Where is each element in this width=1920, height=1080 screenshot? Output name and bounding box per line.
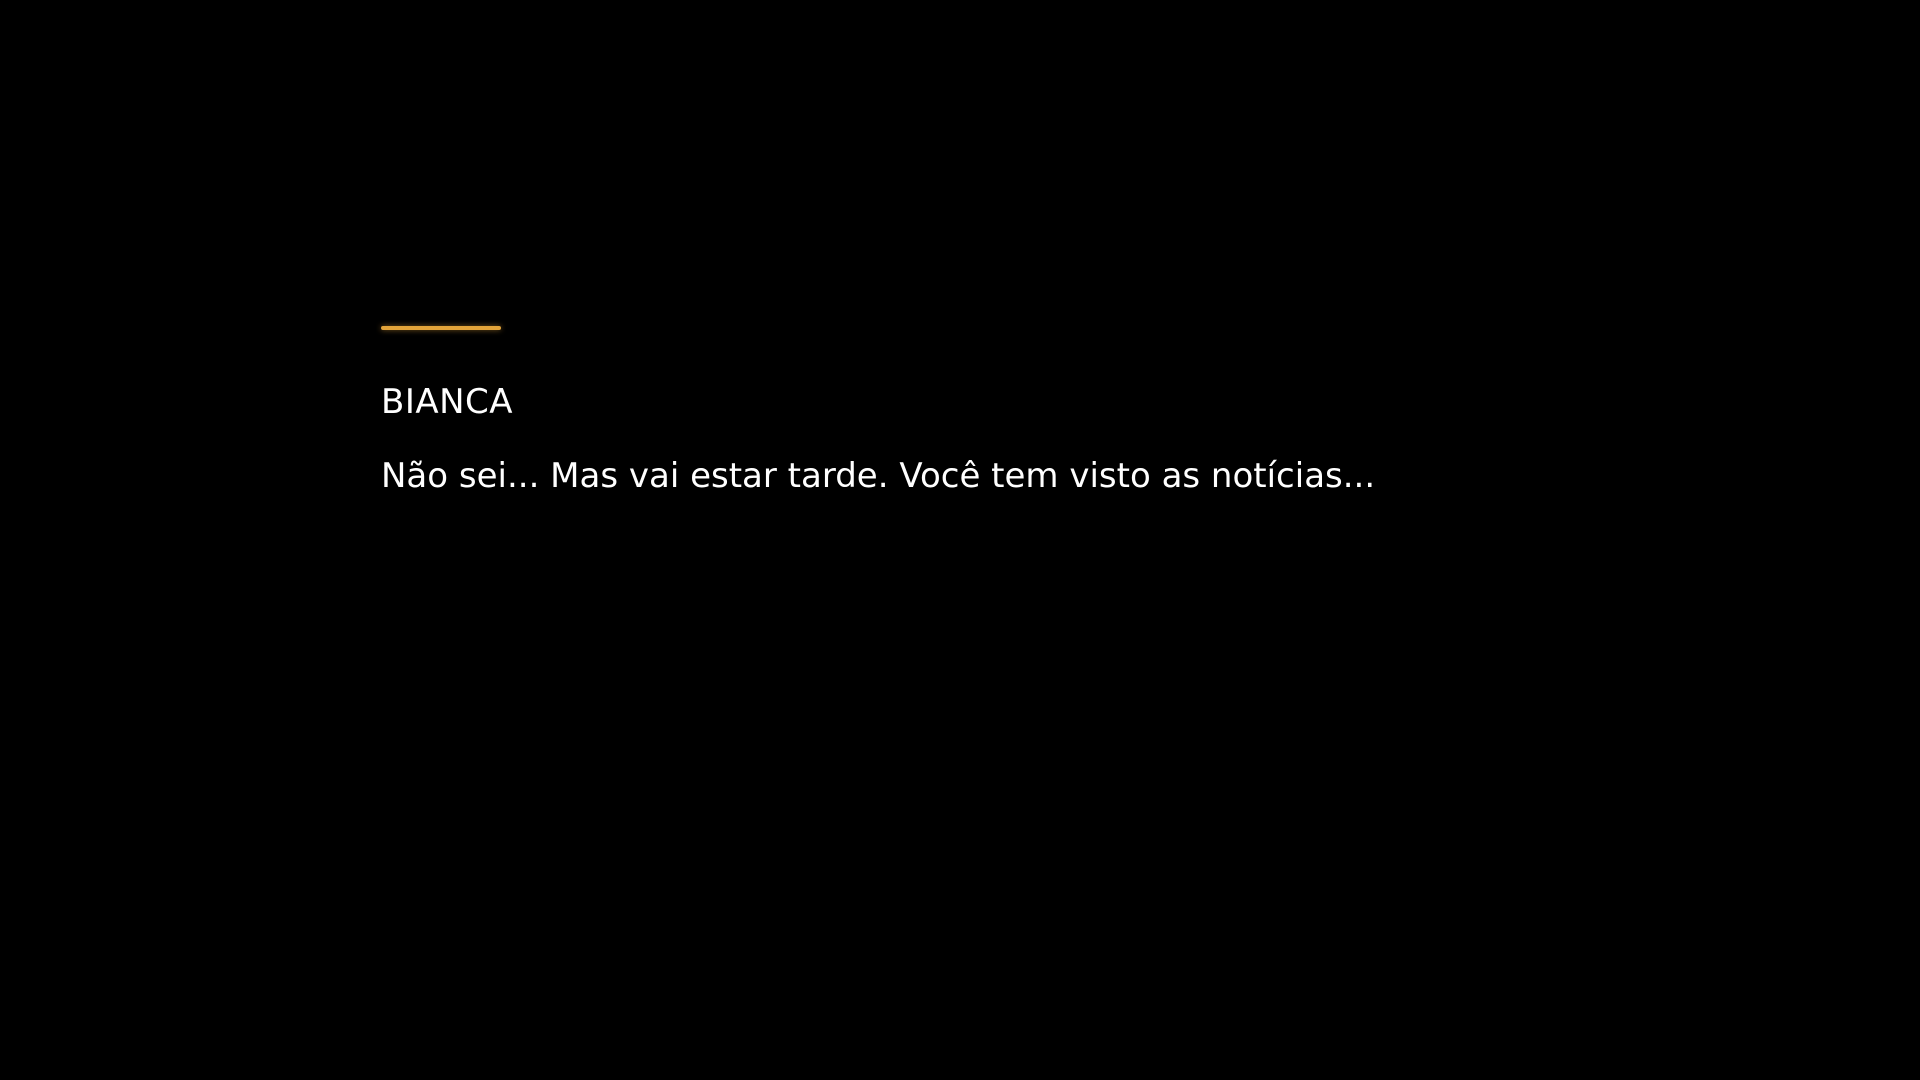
dialogue-box[interactable] [381, 326, 1681, 496]
speaker-accent-bar [381, 326, 501, 330]
dialogue-text: Não sei... Mas vai estar tarde. Você tem visto as notícias... [381, 456, 1376, 496]
speaker-name: BIANCA [381, 382, 514, 422]
